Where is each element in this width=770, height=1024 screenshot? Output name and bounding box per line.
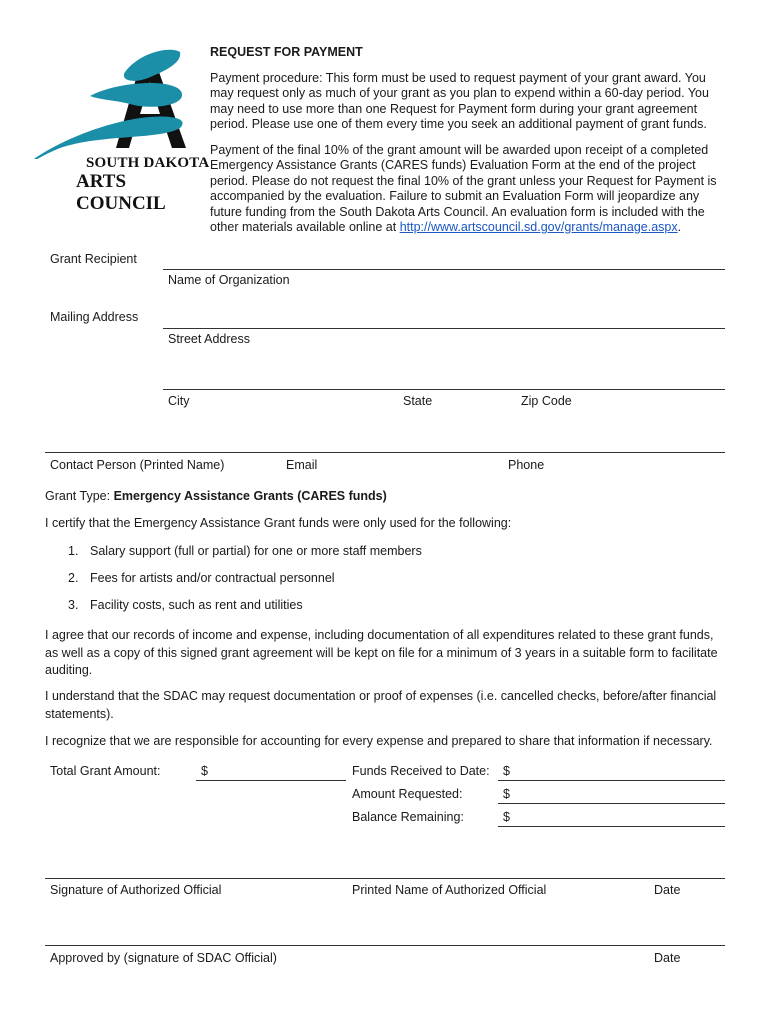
state-label: State: [403, 394, 433, 408]
date-label: Date: [654, 883, 681, 897]
page-title: REQUEST FOR PAYMENT: [210, 45, 363, 59]
grant-recipient-label: Grant Recipient: [50, 252, 137, 266]
list-item-number: 3.: [68, 598, 79, 612]
funds-received-label: Funds Received to Date:: [352, 764, 490, 778]
grant-type: [45, 489, 387, 503]
amount-requested-field[interactable]: [498, 803, 725, 804]
accounting-agreement: I recognize that we are responsible for accounting for every expense and prepared to share that information if necessary.: [45, 734, 713, 748]
header: [210, 45, 725, 236]
list-item: Facility costs, such as rent and utilities: [90, 598, 303, 612]
grant-type-label: Grant Type:: [45, 489, 114, 503]
balance-remaining-field[interactable]: [498, 826, 725, 827]
list-item: Fees for artists and/or contractual personnel: [90, 571, 335, 585]
phone-label: Phone: [508, 458, 545, 472]
authorized-signature-field[interactable]: [45, 878, 725, 879]
logo-text-arts-council: ARTS COUNCIL: [76, 171, 166, 214]
payment-procedure-paragraph: Payment procedure: This form must be used to request payment of your grant award. You may request only as much of your grant as you plan to expend within a 60-day period. You may need to use more than one Request for Payment form during your grant agreement period. Please use one of them every time you seek an additional payment of grant funds.: [210, 70, 709, 131]
zip-code-label: Zip Code: [521, 394, 572, 408]
list-item-number: 2.: [68, 571, 79, 585]
manage-grants-link[interactable]: http://www.artscouncil.sd.gov/grants/manage.aspx: [399, 220, 678, 234]
total-grant-amount-field[interactable]: [196, 780, 346, 781]
email-label: Email: [286, 458, 318, 472]
funds-received-field[interactable]: [498, 780, 725, 781]
balance-remaining-label: Balance Remaining:: [352, 810, 464, 824]
name-of-organization-label: Name of Organization: [168, 273, 290, 287]
mailing-address-label: Mailing Address: [50, 310, 139, 324]
amount-requested-label: Amount Requested:: [352, 787, 463, 801]
logo-a-swoosh-icon: [20, 44, 210, 159]
approval-date-label: Date: [654, 951, 681, 965]
list-item-number: 1.: [68, 544, 79, 558]
list-item: Salary support (full or partial) for one or more staff members: [90, 544, 422, 558]
approval-signature-field[interactable]: [45, 945, 725, 946]
final-payment-end: .: [677, 220, 682, 234]
certify-intro: I certify that the Emergency Assistance Grant funds were only used for the following:: [45, 516, 512, 530]
contact-person-label: Contact Person (Printed Name): [50, 458, 225, 472]
final-payment-paragraph: [210, 143, 725, 236]
records-agreement: I agree that our records of income and expense, including documentation of all expenditures related to these grant funds, as well as a copy of this signed grant agreement will be kept on file for a minimum of 3 years in a suitable form to facilitate auditing.: [45, 628, 718, 677]
city-state-zip-field[interactable]: [163, 389, 725, 390]
balance-remaining-currency: $: [503, 810, 510, 824]
total-grant-amount-label: Total Grant Amount:: [50, 764, 161, 778]
street-address-field[interactable]: [163, 328, 725, 329]
grant-type-value: Emergency Assistance Grants (CARES funds): [113, 489, 387, 503]
contact-field[interactable]: [45, 452, 725, 453]
logo-text-south-dakota: SOUTH DAKOTA: [86, 155, 210, 171]
street-address-label: Street Address: [168, 332, 250, 346]
approved-by-label: Approved by (signature of SDAC Official): [50, 951, 277, 965]
documentation-agreement: I understand that the SDAC may request documentation or proof of expenses (i.e. cancelled checks, before/after financial statements).: [45, 689, 717, 721]
city-label: City: [168, 394, 190, 408]
signature-authorized-official-label: Signature of Authorized Official: [50, 883, 222, 897]
sdac-logo: [20, 44, 210, 214]
grant-recipient-field[interactable]: [163, 269, 725, 270]
final-payment-text: Payment of the final 10% of the grant amount will be awarded upon receipt of a completed Emergency Assistance Grants (CARES funds) Evaluation Form at the end of the project period. Please do not request the final 10% of the grant unless your Request for Payment is accompanied by the evaluation. Failure to submit an Evaluation Form will jeopardize any future funding from the South Dakota Arts Council. An evaluation form is included with the other materials available online at: [210, 142, 717, 234]
printed-name-label: Printed Name of Authorized Official: [352, 883, 547, 897]
funds-received-currency: $: [503, 764, 510, 778]
amount-requested-currency: $: [503, 787, 510, 801]
total-currency-symbol: $: [201, 764, 208, 778]
